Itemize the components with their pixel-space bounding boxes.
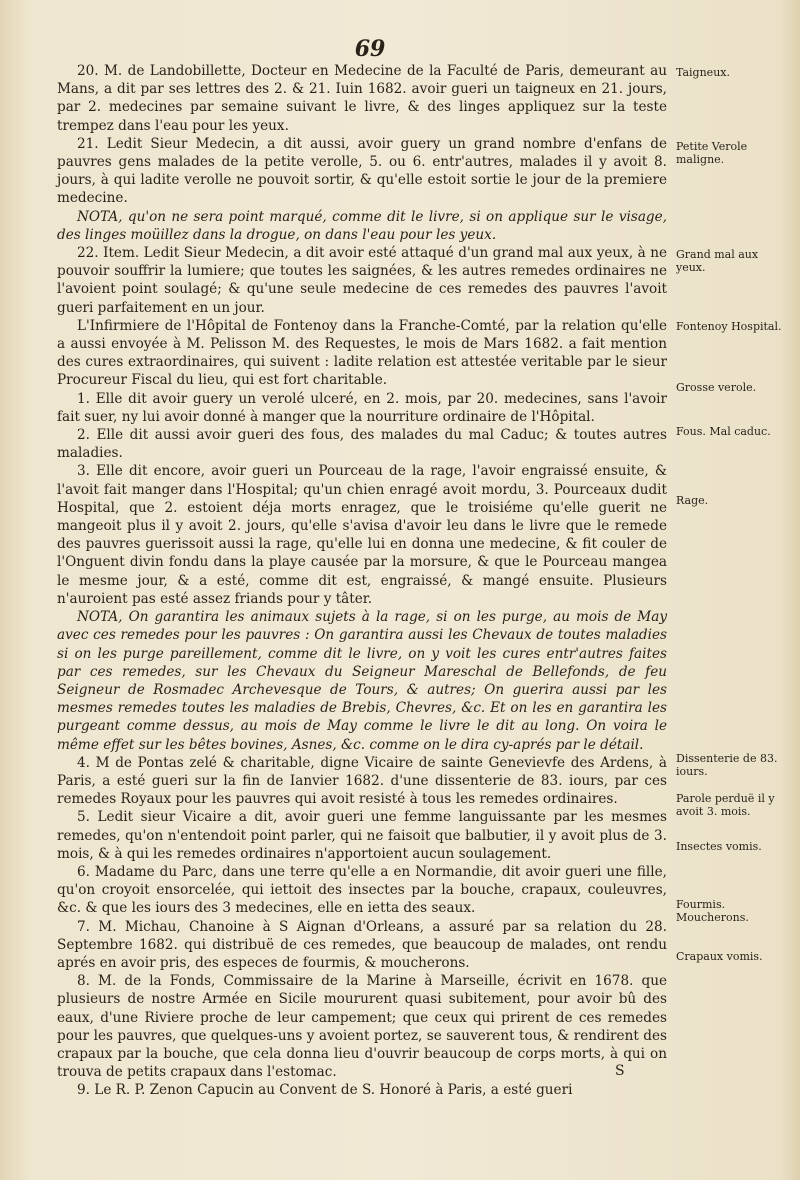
nota-1: NOTA, qu'on ne sera point marqué, comme dit le livre, si on applique sur le visage, des linges moüillez dans la drogue, on dans l'eau pour les yeux. (57, 208, 667, 243)
paragraph-8: 8. M. de la Fonds, Commissaire de la Marine à Marseille, écrivit en 1678. que plusieurs de nostre Armée en Sicile moururent quasi subitement, pour avoir bû des eaux, d'une Riviere proche de leur campement; que ceux qui prirent de ces remedes pour les pauvres, que quelques-uns y avoient portez, se sauverent tous, & rendirent des crapaux par la bouche, que cela donna lieu d'ouvrir beaucoup de corps morts, à qui on trouva de petits crapaux dans l'estomac. (57, 973, 667, 1081)
paragraph-9: 9. Le R. P. Zenon Capucin au Convent de S. Honoré à Paris, a esté gueri (77, 1082, 573, 1099)
fontenoy-item-3: 3. Elle dit encore, avoir gueri un Pourceau de la rage, l'avoir engraissé ensuite, & l'avoit fait manger dans l'Hospital; qu'un chien enragé avoit mordu, 3. Pourceaux dudit Hospital, que 2. estoient déja morts enragez, que le troisiéme qu'elle guerit ne mangeoit plus il y avoit 2. jours, qu'elle s'avisa d'avoir leu dans le livre que le remede des pauvres guerissoit aussi la rage, qu'elle lui en donna une medecine, & fit couler de l'Onguent divin fondu dans la playe causée par la morsure, & que le Pourceau mangea le mesme jour, & a esté, comme dit est, engraissé, & mangé ensuite. Plusieurs n'auroient pas esté assez friands pour y tâter. (57, 463, 667, 607)
main-text-column (57, 62, 667, 1100)
margin-note-taigneux: Taigneux. (676, 66, 730, 79)
margin-note-crapaux: Crapaux vomis. (676, 950, 763, 963)
margin-note-dissenterie: Dissenterie de 83. iours. (676, 752, 778, 778)
margin-note-fontenoy: Fontenoy Hospital. (676, 320, 782, 333)
paragraph-4: 4. M de Pontas zelé & charitable, digne Vicaire de sainte Genevievfe des Ardens, à Paris, a esté gueri sur la fin de Ianvier 1682. d'une dissenterie de 83. iours, par ces remedes Royaux pour les pauvres qui avoit resisté à tous les remedes ordinaires. (57, 754, 667, 808)
margin-note-insectes: Insectes vomis. (676, 840, 762, 853)
paragraph-21: 21. Ledit Sieur Medecin, a dit aussi, avoir guery un grand nombre d'enfans de pauvres gens malades de la petite verolle, 5. ou 6. entr'autres, malades il y avoit 8. jours, à qui ladite verolle ne pouvoit sortir, & qu'elle estoit sortie le jour de la premiere medecine. (57, 135, 667, 207)
margin-note-grand-mal: Grand mal aux yeux. (676, 248, 759, 274)
paragraph-fontenoy: L'Infirmiere de l'Hôpital de Fontenoy dans la Franche-Comté, par la relation qu'elle a aussi envoyée à M. Pelisson M. des Requestes, le mois de Mars 1682. a fait mention des cures extraordinaires, qui suivent : ladite relation est attestée veritable par le sieur Procureur Fiscal du lieu, qui est fort charitable. (57, 317, 667, 389)
paragraph-20: 20. M. de Landobillette, Docteur en Medecine de la Faculté de Paris, demeurant au Mans, a dit par ses lettres des 2. & 21. Iuin 1682. avoir gueri un taigneux en 21. jours, par 2. medecines par semaine suivant le livre, & des linges appliquez sur la teste trempez dans l'eau pour les yeux. (57, 63, 667, 134)
margin-note-petite-verole: Petite Verole maligne. (676, 140, 748, 166)
margin-note-parole: Parole perduë il y avoit 3. mois. (676, 792, 775, 818)
signature-mark: S (615, 1063, 625, 1079)
margin-note-rage: Rage. (676, 494, 709, 507)
paragraph-7: 7. M. Michau, Chanoine à S Aignan d'Orleans, a assuré par sa relation du 28. Septembre 1682. qui distribuë de ces remedes, que beaucoup de malades, ont rendu aprés en avoir pris, des especes de fourmis, & moucherons. (57, 918, 667, 971)
margin-note-fourmis: Fourmis. Moucherons. (676, 898, 749, 924)
paragraph-22: 22. Item. Ledit Sieur Medecin, a dit avoir esté attaqué d'un grand mal aux yeux, à ne pouvoir souffrir la lumiere; que toutes les saignées, & les autres remedes ordinaires ne l'avoient point soulagé; & qu'une seule medecine de ces remedes des pauvres l'avoit gueri parfaitement en un jour. (57, 245, 667, 316)
fontenoy-item-2: 2. Elle dit aussi avoir gueri des fous, des malades du mal Caduc; & toutes autres maladies. (57, 427, 667, 462)
margin-note-grosse-verole: Grosse verole. (676, 381, 757, 394)
fontenoy-item-1: 1. Elle dit avoir guery un verolé ulceré, en 2. mois, par 20. medecines, sans l'avoir fait suer, ny lui avoir donné à manger que la nourriture ordinaire de l'Hôpital. (57, 390, 667, 425)
paragraph-5: 5. Ledit sieur Vicaire a dit, avoir gueri une femme languissante par les mesmes remedes, qu'on n'entendoit point parler, qui ne faisoit que balbutier, il y avoit plus de 3. mois, & à qui les remedes ordinaires n'apportoient aucun soulagement. (57, 809, 667, 862)
margin-note-fous: Fous. Mal caduc. (676, 425, 771, 438)
page-number: 69 (354, 36, 386, 62)
nota-2: NOTA, On garantira les animaux sujets à la rage, si on les purge, au mois de May avec ces remedes pour les pauvres : On garantira aussi les Chevaux de toutes maladies si on les purge pareillement, comme dit le livre, on y voit les cures entr'autres faites par ces remedes, sur les Chevaux du Seigneur Mareschal de Bellefonds, de feu Seigneur de Rosmadec Archevesque de Tours, & autres; On guerira aussi par les mesmes remedes toutes les maladies de Brebis, Chevres, &c. Et on les en garantira les purgeant comme dessus, au mois de May comme le livre le dit au long. On voira le même effet sur les bêtes bovines, Asnes, &c. comme on le dira cy-aprés par le détail. (57, 609, 667, 753)
paragraph-6: 6. Madame du Parc, dans une terre qu'elle a en Normandie, dit avoir gueri une fille, qu'on croyoit ensorcelée, qui iettoit des insectes par la bouche, crapaux, couleuvres, &c. & que les iours des 3 medecines, elle en ietta des seaux. (57, 863, 667, 917)
